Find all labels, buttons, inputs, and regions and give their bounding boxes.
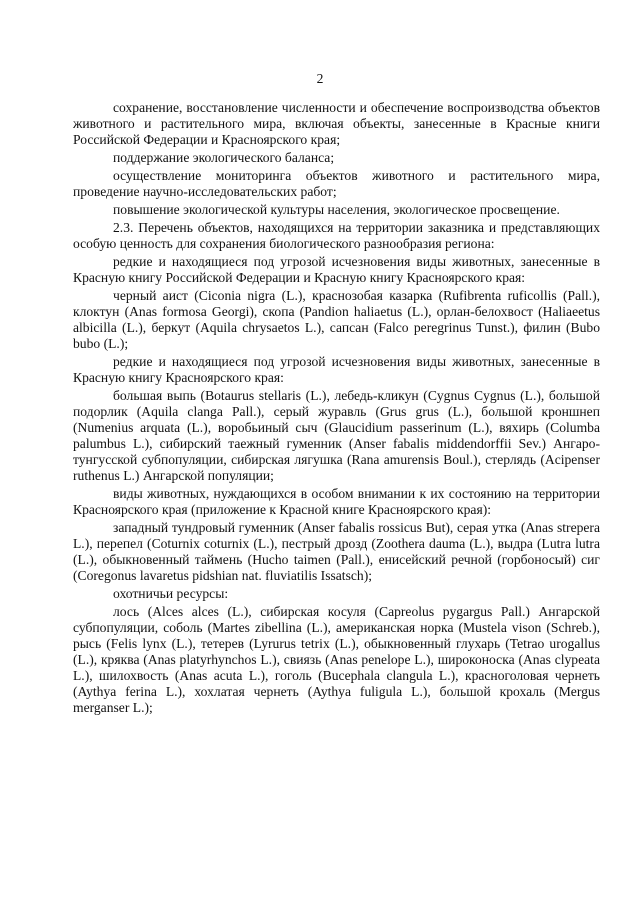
paragraph-special-attention-heading: виды животных, нуждающихся в особом внимании к их состоянию на территории Красноярского края (приложение к Красной книге Красноярского края): [73, 486, 600, 517]
document-body [73, 100, 600, 718]
paragraph-ecological-education: повышение экологической культуры населения, экологическое просвещение. [113, 202, 560, 217]
paragraph-section-2-3: 2.3. Перечень объектов, находящихся на территории заказника и представляющих особую ценность для сохранения биологического разнообразия региона: [73, 220, 600, 251]
paragraph-monitoring: осуществление мониторинга объектов животного и растительного мира, проведение научно-исследовательских работ; [73, 168, 600, 199]
paragraph-conservation: сохранение, восстановление численности и обеспечение воспроизводства объектов животного и растительного мира, включая объекты, занесенные в Красные книги Российской Федерации и Красноярского края; [73, 100, 600, 147]
paragraph-red-book-rf-heading: редкие и находящиеся под угрозой исчезновения виды животных, занесенные в Красную книгу Российской Федерации и Красную книгу Красноярского края: [73, 254, 600, 285]
paragraph-special-attention-species: западный тундровый гуменник (Anser fabalis rossicus But), серая утка (Anas strepera L.), перепел (Coturnix coturnix (L.), пестрый дрозд (Zoothera dauma (L.), выдра (Lutra lutra (L.), обыкновенный таймень (Hucho taimen (Pall.), енисейский речной (горбоносый) сиг (Coregonus lavaretus pidshian nat. fluviatilis Issatsch); [73, 520, 600, 583]
paragraph-hunting-resources-heading: охотничьи ресурсы: [113, 586, 229, 601]
paragraph-hunting-resources-species: лось (Alces alces (L.), сибирская косуля (Capreolus pygargus Pall.) Ангарской субпопуляции, соболь (Martes zibellina (L.), американская норка (Mustela vison (Schreb.), рысь (Felis lynx (L.), тетерев (Lyrurus tetrix (L.), обыкновенный глухарь (Tetrao urogallus (L.), кряква (Anas platyrhynchos L.), свиязь (Anas penelope L.), широконоска (Anas clypeata L.), шилохвость (Anas acuta L.), гоголь (Bucephala clangula L.), красноголовая чернеть (Aythya ferina L.), хохлатая чернеть (Aythya fuligula L.), большой крохаль (Mergus merganser L.); [73, 604, 600, 715]
paragraph-red-book-rf-species: черный аист (Ciconia nigra (L.), краснозобая казарка (Rufibrenta ruficollis (Pall.), клоктун (Anas formosa Georgi), скопа (Pandion haliaetus (L.), орлан-белохвост (Haliaeetus albicilla (L.), беркут (Aquila chrysaetos L.), сапсан (Falco peregrinus Tunst.), филин (Bubo bubo (L.); [73, 288, 600, 351]
paragraph-red-book-region-species: большая выпь (Botaurus stellaris (L.), лебедь-кликун (Cygnus Cygnus (L.), большой подорлик (Aquila clanga Pall.), серый журавль (Grus grus (L.), большой кроншнеп (Numenius arquata (L.), воробьиный сыч (Glaucidium passerinum (L.), вяхирь (Columba palumbus L.), сибирский таежный гуменник (Anser fabalis middendorffii Sev.) Ангаро-тунгусской субпопуляции, сибирская лягушка (Rana amurensis Boul.), стерлядь (Acipenser ruthenus L.) Ангарской популяции; [73, 388, 600, 483]
page-number: 2 [316, 71, 324, 86]
paragraph-ecological-balance: поддержание экологического баланса; [113, 150, 335, 165]
paragraph-red-book-region-heading: редкие и находящиеся под угрозой исчезновения виды животных, занесенные в Красную книгу Красноярского края: [73, 354, 600, 385]
